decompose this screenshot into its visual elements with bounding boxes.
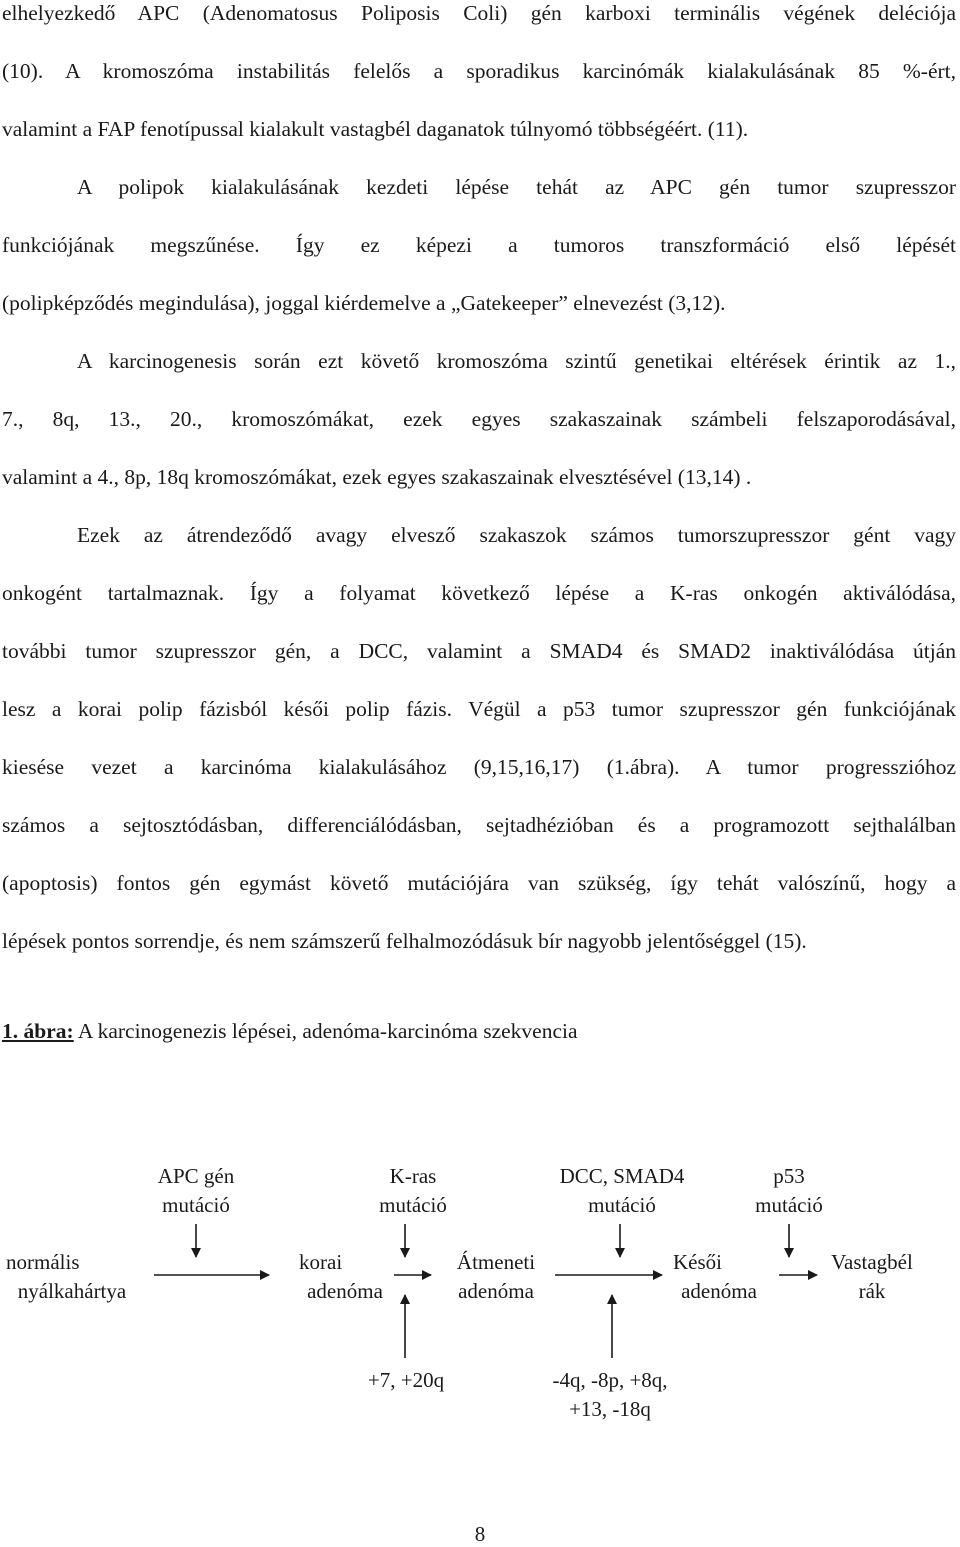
text-line-16: (apoptosis) fontos gén egymást követő mutációjára van szükség, így tehát valószínű, hogy a bbox=[2, 871, 956, 895]
stage-normal-mucosa: normális nyálkahártya bbox=[6, 1250, 127, 1303]
text-line-5: funkciójának megszűnése. Így ez képezi a tumoros transzformáció első lépését bbox=[2, 233, 956, 257]
text-line-15: számos a sejtosztódásban, differenciálódásban, sejtadhézióban és a programozott sejthalálban bbox=[2, 813, 956, 837]
text-line-8: 7., 8q, 13., 20., kromoszómákat, ezek egyes szakaszainak számbeli felszaporodásával, bbox=[2, 407, 956, 431]
text-line-4: A polipok kialakulásának kezdeti lépése tehát az APC gén tumor szupresszor bbox=[77, 175, 956, 199]
text-line-6: (polipképződés megindulása), joggal kiérdemelve a „Gatekeeper” elnevezést (3,12). bbox=[2, 291, 726, 315]
text-line-14: kiesése vezet a karcinóma kialakulásához (9,15,16,17) (1.ábra). A tumor progresszióhoz bbox=[2, 755, 956, 779]
mutation-kras-label: K-ras mutáció bbox=[379, 1164, 447, 1217]
stage-colon-cancer: Vastagbél rák bbox=[831, 1250, 913, 1303]
text-line-12: további tumor szupresszor gén, a DCC, valamint a SMAD4 és SMAD2 inaktiválódása útján bbox=[2, 639, 956, 663]
text-line-7: A karcinogenesis során ezt követő kromoszóma szintű genetikai eltérések érintik az 1., bbox=[77, 349, 956, 373]
mutation-apc-label: APC gén mutáció bbox=[157, 1164, 235, 1217]
figure-caption-text: A karcinogenezis lépései, adenóma-karcinóma szekvencia bbox=[73, 1019, 578, 1043]
figure-caption-number: 1. ábra: bbox=[2, 1019, 74, 1043]
chromosome-changes-gain: +7, +20q bbox=[367, 1368, 445, 1392]
text-line-13: lesz a korai polip fázisból késői polip fázis. Végül a p53 tumor szupresszor gén funkciójának bbox=[2, 697, 956, 721]
stage-late-adenoma: Késői adenóma bbox=[673, 1250, 757, 1303]
stage-intermediate-adenoma: Átmeneti adenóma bbox=[456, 1250, 536, 1303]
text-line-11: onkogént tartalmaznak. Így a folyamat következő lépése a K-ras onkogén aktiválódása, bbox=[2, 581, 956, 605]
page-number: 8 bbox=[474, 1522, 486, 1546]
text-line-3: valamint a FAP fenotípussal kialakult vastagbél daganatok túlnyomó többségéért. (11). bbox=[2, 117, 749, 141]
mutation-p53-label: p53 mutáció bbox=[755, 1164, 823, 1217]
chromosome-changes-mixed: -4q, -8p, +8q, +13, -18q bbox=[552, 1368, 668, 1421]
text-line-2: (10). A kromoszóma instabilitás felelős a sporadikus karcinómák kialakulásának 85 %-ért, bbox=[2, 59, 956, 83]
text-line-17: lépések pontos sorrendje, és nem számszerű felhalmozódásuk bír nagyobb jelentőséggel (15). bbox=[2, 929, 807, 953]
stage-early-adenoma: korai adenóma bbox=[299, 1250, 383, 1303]
text-line-1: elhelyezkedő APC (Adenomatosus Poliposis Coli) gén karboxi terminális végének deléciója bbox=[2, 1, 956, 25]
mutation-dcc-smad4-label: DCC, SMAD4 mutáció bbox=[559, 1164, 685, 1217]
text-line-10: Ezek az átrendeződő avagy elvesző szakaszok számos tumorszupresszor gént vagy bbox=[77, 523, 956, 547]
text-line-9: valamint a 4., 8p, 18q kromoszómákat, ezek egyes szakaszainak elvesztésével (13,14) . bbox=[2, 465, 752, 489]
